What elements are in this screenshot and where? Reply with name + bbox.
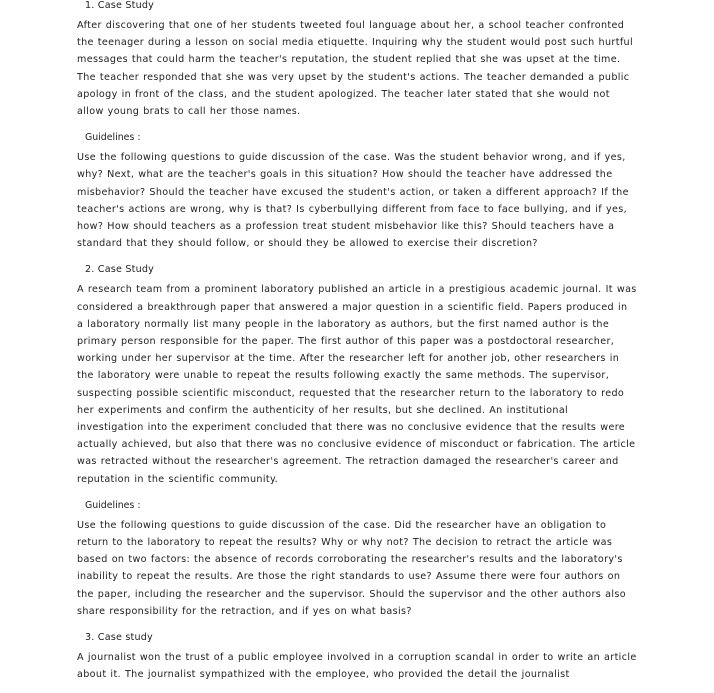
case2-heading: 2. Case Study	[85, 264, 155, 276]
case2-guidelines-text: Use the following questions to guide discussion of the case. Did the researcher have an obligation to return to the laboratory to repeat the results? Why or why not? The decision to retract the article was based on two factors: the absence of records corroborating the researcher's results and the laboratory's inability to repeat the results. Are those the right standards to use? Assume there were four authors on the paper, including the researcher and the supervisor. Should the supervisor and the other authors also share responsibility for the retraction, and if yes on what basis?	[77, 519, 626, 617]
case1-guidelines-label: Guidelines :	[85, 132, 141, 144]
case3-heading: 3. Case study	[85, 632, 153, 644]
case2-text: A research team from a prominent laboratory published an article in a prestigious academic journal. It was considered a breakthrough paper that answered a major question in a scientific field. Papers produced in a laboratory normally list many people in the laboratory as authors, but the first named author is the primary person responsible for the paper. The first author of this paper was a postdoctoral researcher, working under her supervisor at the time. After the researcher left for another job, other researchers in the laboratory were unable to repeat the results following exactly the same methods. The supervisor, suspecting possible scientific misconduct, requested that the researcher return to the laboratory to redo her experiments and confirm the authenticity of her results, but she declined. An institutional investigation into the experiment concluded that there was no conclusive evidence that the results were actually achieved, but also that there was no conclusive evidence of misconduct or fabrication. The article was retracted without the researcher's agreement. The retraction damaged the researcher's career and reputation in the scientific community.	[77, 284, 637, 485]
case2-guidelines-label: Guidelines :	[85, 499, 141, 511]
case1-text: After discovering that one of her students tweeted foul language about her, a school teacher confronted the teenager during a lesson on social media etiquette. Inquiring why the student would post such hurtful messages that could harm the teacher's reputation, the student replied that she was upset at the time. The teacher responded that she was very upset by the student's actions. The teacher demanded a public apology in front of the class, and the student apologized. The teacher later stated that she would not allow young brats to call her those names.	[77, 20, 633, 118]
document-page	[77, 0, 637, 684]
case1-guidelines-text: Use the following questions to guide discussion of the case. Was the student behavior wrong, and if yes, why? Next, what are the teacher's goals in this situation? How should the teacher have addressed the misbehavior? Should the teacher have excused the student's action, or taken a different approach? If the teacher's actions are wrong, why is that? Is cyberbullying different from face to face bullying, and if yes, how? How should teachers as a profession treat student misbehavior like this? Should teachers have a standard that they should follow, or should they be allowed to exercise their discretion?	[77, 152, 629, 250]
case3-text: A journalist won the trust of a public employee involved in a corruption scandal in order to write an article about it. The journalist sympathized with the employee, who provided the detail the journalist	[77, 652, 637, 681]
case1-heading: 1. Case Study	[85, 0, 155, 11]
